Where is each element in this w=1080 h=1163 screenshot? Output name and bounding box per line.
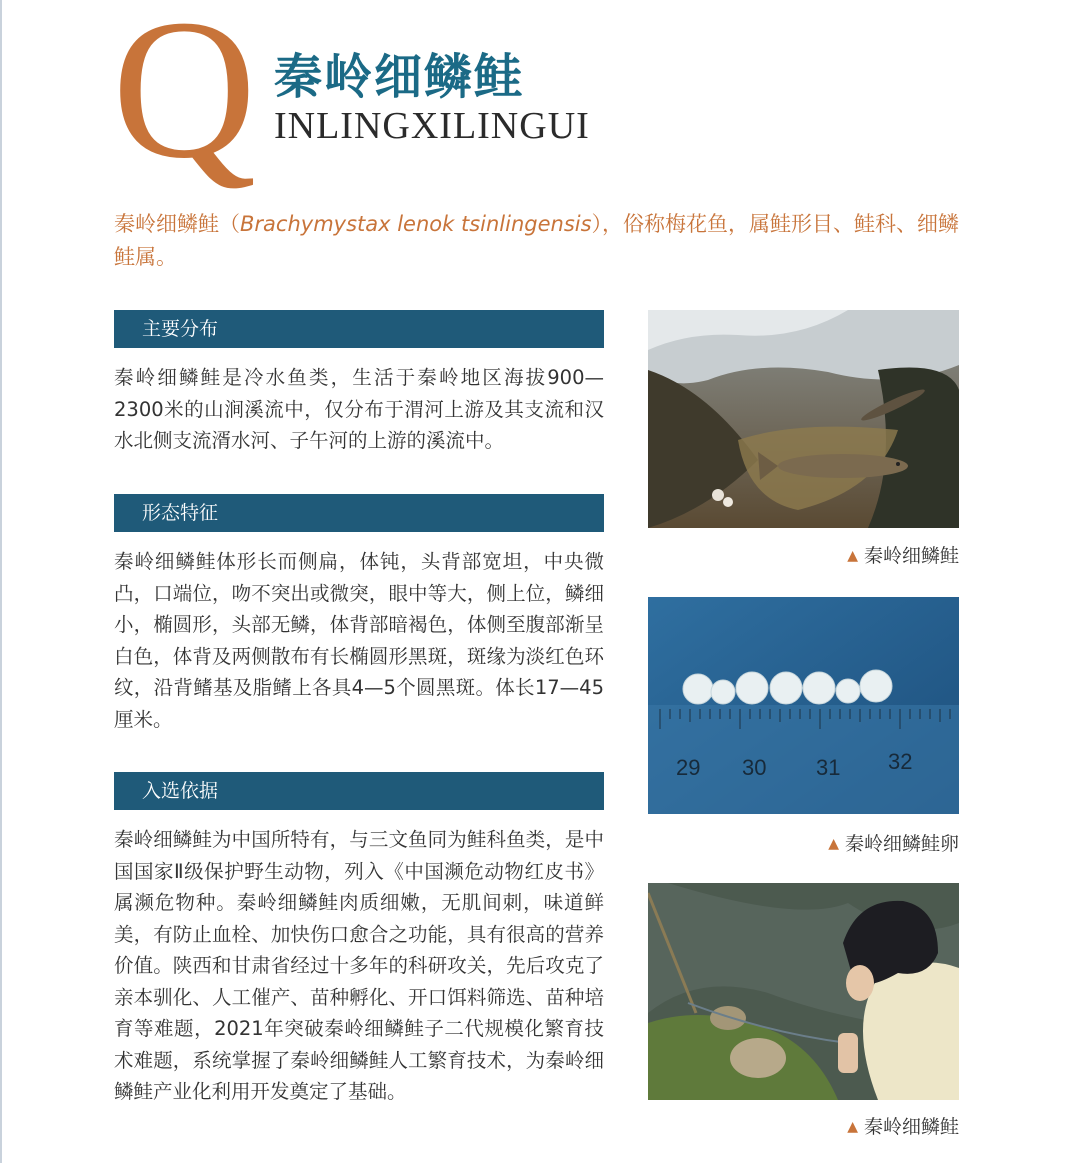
photo-fish-in-stream <box>648 310 959 528</box>
section-text-selection-basis: 秦岭细鳞鲑为中国所特有，与三文鱼同为鲑科鱼类，是中国国家Ⅱ级保护野生动物，列入《中国濒危动物红皮书》属濒危物种。秦岭细鳞鲑肉质细嫩，无肌间刺，味道鲜美，有防止血栓、加快伤口愈合之功能，具有很高的营养价值。陕西和甘肃省经过十多年的科研攻关，先后攻克了亲本驯化、人工催产、苗种孵化、开口饵料筛选、苗种培育等难题，2021年突破秦岭细鳞鲑子二代规模化繁育技术难题，系统掌握了秦岭细鳞鲑人工繁育技术，为秦岭细鳞鲑产业化利用开发奠定了基础。 <box>114 828 604 1103</box>
page-subtitle-pinyin: INLINGXILINGUI <box>274 105 590 147</box>
ruler-label-30: 30 <box>742 755 767 780</box>
section-text-morphology: 秦岭细鳞鲑体形长而侧扁，体钝，头背部宽坦，中央微凸，口端位，吻不突出或微突，眼中等大，侧上位，鳞细小，椭圆形，头部无鳞，体背部暗褐色，体侧至腹部渐呈白色，体背及两侧散布有长椭圆形黑斑，斑缘为淡红色环纹，沿背鳍基及脂鳍上各具4—5个圆黑斑。体长17—45厘米。 <box>114 550 604 731</box>
photo-person-at-stream <box>648 883 959 1100</box>
section-heading-distribution: 主要分布 <box>114 310 604 348</box>
ruler-label-32: 32 <box>888 749 913 774</box>
caption-text: 秦岭细鳞鲑卵 <box>844 833 959 855</box>
intro-text-after: ），俗称梅花鱼，属鲑形目、鲑科、细鳞鲑属。 <box>114 212 960 269</box>
caption-text: 秦岭细鳞鲑 <box>863 545 959 567</box>
triangle-marker-icon: ▲ <box>828 836 839 852</box>
ruler-label-31: 31 <box>816 755 841 780</box>
section-heading-morphology: 形态特征 <box>114 494 604 532</box>
intro-text-before: 秦岭细鳞鲑（ <box>114 212 240 236</box>
triangle-marker-icon: ▲ <box>847 548 858 564</box>
photo-eggs-on-ruler <box>648 597 959 814</box>
page-title: 秦岭细鳞鲑 <box>274 49 525 105</box>
section-heading-selection-basis: 入选依据 <box>114 772 604 810</box>
section-text-distribution: 秦岭细鳞鲑是冷水鱼类，生活于秦岭地区海拔900—2300米的山涧溪流中，仅分布于渭河上游及其支流和汉水北侧支流湑水河、子午河的上游的溪流中。 <box>114 366 604 452</box>
photo-caption-fish <box>648 541 959 568</box>
page-edge-rule <box>0 0 2 1163</box>
intro-paragraph <box>114 208 964 274</box>
photo-caption-person <box>648 1112 959 1139</box>
scientific-name: Brachymystax lenok tsinlingensis <box>240 212 592 236</box>
ruler-label-29: 29 <box>676 755 701 780</box>
caption-text: 秦岭细鳞鲑 <box>863 1116 959 1138</box>
initial-letter-logo: Q <box>112 0 257 200</box>
photo-caption-eggs <box>648 829 959 856</box>
triangle-marker-icon: ▲ <box>847 1119 858 1135</box>
